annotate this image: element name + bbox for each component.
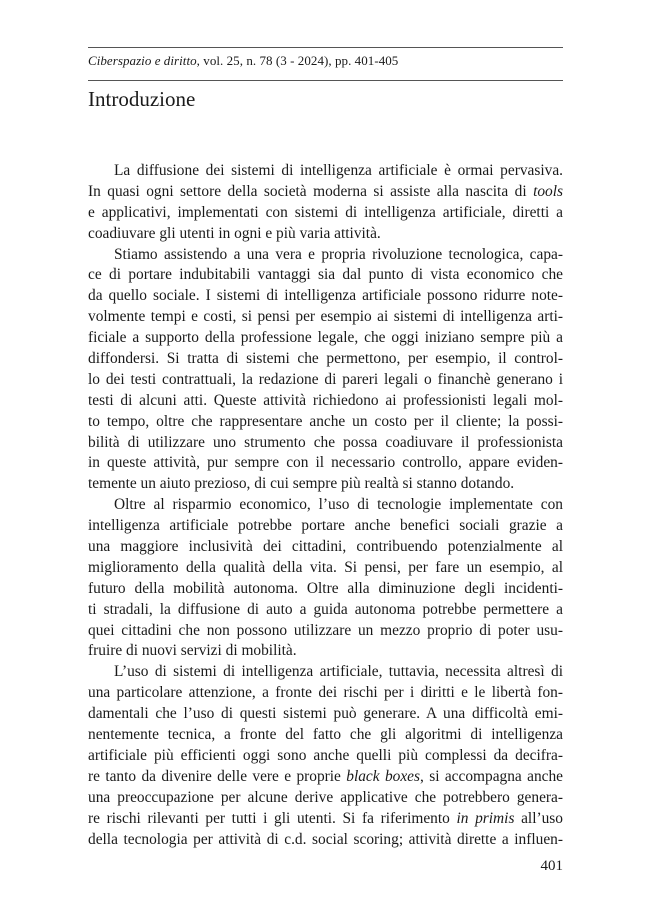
text-line: intelligenza artificiale potrebbe portare anche benefici sociali grazie a	[88, 517, 563, 535]
text-line: artificiale più efficienti oggi sono anche quelli più complessi da decifra-	[88, 746, 563, 764]
paragraph	[88, 245, 563, 496]
journal-name: Ciberspazio e diritto	[88, 53, 197, 68]
paragraph	[88, 495, 563, 662]
text-line: coadiuvare gli utenti in ogni e più varia attività.	[88, 224, 381, 242]
text-line: una particolare attenzione, a fronte dei rischi per i diritti e le libertà fon-	[88, 684, 563, 702]
text-line: miglioramento della qualità della vita. Si pensi, per fare un esempio, al	[88, 558, 563, 576]
text-line: ficiale a supporto della professione legale, che oggi iniziano sempre più a	[88, 329, 563, 347]
text-line: da quello sociale. I sistemi di intelligenza artificiale possono ridurre note-	[88, 287, 563, 305]
text-line: re tanto da divenire delle vere e proprie black boxes, si accompagna anche	[88, 767, 563, 785]
paragraph	[88, 161, 563, 245]
text-line: della tecnologia per attività di c.d. social scoring; attività dirette a influen-	[88, 830, 563, 848]
text-line: fruire di nuovi servizi di mobilità.	[88, 642, 297, 660]
text-line: volmente tempi e costi, si pensi per esempio ai sistemi di intelligenza arti-	[88, 308, 563, 326]
text-line: bilità di utilizzare uno strumento che possa coadiuvare il professionista	[88, 433, 563, 451]
text-line: temente un aiuto prezioso, di cui sempre più realtà si stanno dotando.	[88, 475, 515, 493]
header-top-rule	[88, 47, 563, 48]
text-line: una maggiore inclusività dei cittadini, contribuendo potenzialmente al	[88, 538, 563, 556]
section-title: Introduzione	[88, 87, 196, 111]
citation-details: , vol. 25, n. 78 (3 - 2024), pp. 401-405	[196, 53, 399, 68]
text-line: Stiamo assistendo a una vera e propria rivoluzione tecnologica, capa-	[114, 245, 563, 263]
text-line: quei cittadini che non possono utilizzare un mezzo proprio di poter usu-	[88, 621, 563, 639]
text-line: ce di portare indubitabili vantaggi sia dal punto di vista economico che	[88, 266, 563, 284]
text-line: lo dei testi contrattuali, la redazione di pareri legali o financhè generano i	[88, 370, 563, 388]
text-line: to tempo, oltre che rappresentare anche un costo per il cliente; la possi-	[88, 412, 563, 430]
page-number: 401	[540, 858, 563, 874]
text-line: testi di alcuni atti. Queste attività richiedono ai professionisti legali mol-	[88, 391, 563, 409]
text-line: diffondersi. Si tratta di sistemi che permettono, per esempio, il control-	[88, 350, 563, 368]
text-line: una preoccupazione per alcune derive applicative che potrebbero genera-	[88, 788, 563, 806]
text-line: in queste attività, pur sempre con il necessario controllo, appare eviden-	[88, 454, 563, 472]
text-line: In quasi ogni settore della società moderna si assiste alla nascita di tools	[88, 182, 563, 200]
header-bottom-rule	[88, 80, 563, 81]
paragraph	[88, 662, 563, 850]
running-header	[88, 53, 398, 69]
text-line: e applicativi, implementati con sistemi di intelligenza artificiale, diretti a	[88, 203, 563, 221]
text-line: Oltre al risparmio economico, l’uso di tecnologie implementate con	[114, 496, 563, 514]
text-line: La diffusione dei sistemi di intelligenza artificiale è ormai pervasiva.	[114, 162, 563, 179]
text-line: damentali che l’uso di questi sistemi può generare. A una difficoltà emi-	[88, 705, 563, 723]
text-line: futuro della mobilità autonoma. Oltre alla diminuzione degli incidenti-	[88, 579, 563, 597]
text-line: ti stradali, la diffusione di auto a guida autonoma potrebbe permettere a	[88, 600, 563, 618]
text-line: re rischi rilevanti per tutti i gli utenti. Si fa riferimento in primis all’uso	[88, 809, 563, 827]
body-text	[88, 161, 563, 850]
text-line: L’uso di sistemi di intelligenza artificiale, tuttavia, necessita altresì di	[114, 663, 563, 681]
text-line: nentemente tecnica, a fronte del fatto che gli algoritmi di intelligenza	[88, 726, 563, 744]
